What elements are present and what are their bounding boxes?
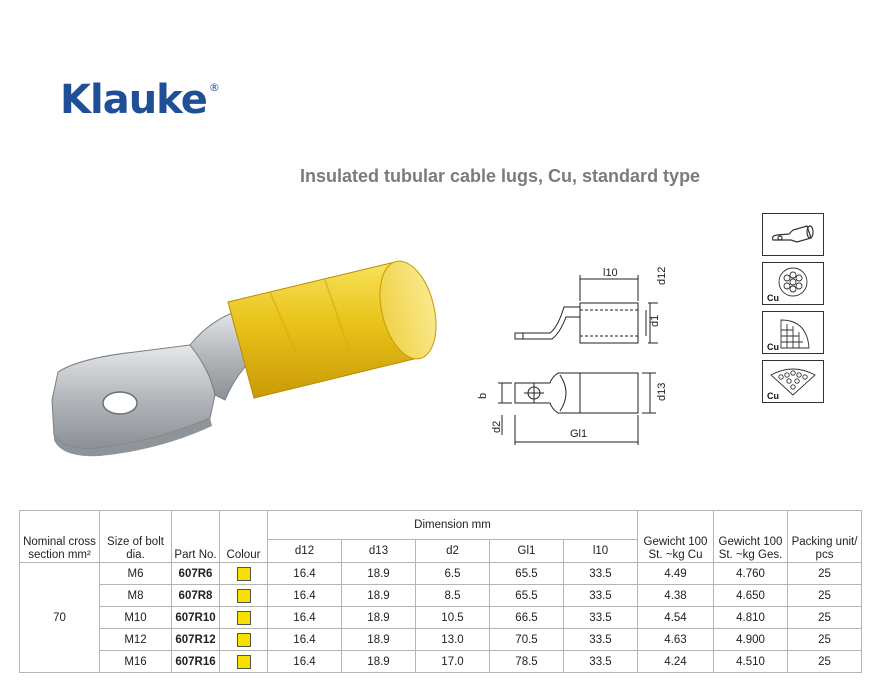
sector-conductor-icon (762, 311, 824, 354)
round-conductor-icon (762, 262, 824, 305)
packing-cell: 25 (788, 563, 862, 585)
weight-cu-cell: 4.63 (638, 629, 714, 651)
label-d1: d1 (649, 314, 661, 327)
colour-swatch (237, 633, 251, 647)
header-part: Part No. (172, 511, 220, 563)
part-number-cell: 607R8 (172, 585, 220, 607)
colour-cell (220, 607, 268, 629)
colour-cell (220, 651, 268, 673)
table-row (20, 651, 862, 673)
page-title: Insulated tubular cable lugs, Cu, standard type (300, 166, 701, 186)
weight-ges-cell: 4.760 (714, 563, 788, 585)
table-row (20, 585, 862, 607)
gl1-cell: 66.5 (490, 607, 564, 629)
header-gl1: Gl1 (490, 540, 564, 563)
product-photo (40, 240, 460, 475)
d13-cell: 18.9 (342, 651, 416, 673)
header-d13: d13 (342, 540, 416, 563)
d2-cell: 10.5 (416, 607, 490, 629)
gl1-cell: 65.5 (490, 585, 564, 607)
d13-cell: 18.9 (342, 607, 416, 629)
d2-cell: 17.0 (416, 651, 490, 673)
weight-ges-cell: 4.650 (714, 585, 788, 607)
icon-label-cu: Cu (767, 293, 779, 303)
d2-cell: 13.0 (416, 629, 490, 651)
pictogram-column (762, 213, 824, 409)
table-row (20, 607, 862, 629)
weight-ges-cell: 4.510 (714, 651, 788, 673)
gl1-cell: 65.5 (490, 563, 564, 585)
label-b: b (477, 392, 489, 399)
weight-cu-cell: 4.24 (638, 651, 714, 673)
gl1-cell: 78.5 (490, 651, 564, 673)
label-d2: d2 (491, 420, 503, 433)
l10-cell: 33.5 (564, 629, 638, 651)
l10-cell: 33.5 (564, 563, 638, 585)
bolt-cell: M6 (100, 563, 172, 585)
packing-cell: 25 (788, 651, 862, 673)
label-d12: d12 (656, 266, 668, 285)
klauke-logo (60, 77, 219, 123)
spec-table (19, 510, 862, 673)
weight-cu-cell: 4.54 (638, 607, 714, 629)
header-gewicht-ges: Gewicht 100 St. ~kg Ges. (714, 511, 788, 563)
packing-cell: 25 (788, 607, 862, 629)
label-gl1: Gl1 (570, 428, 588, 440)
header-colour: Colour (220, 511, 268, 563)
weight-cu-cell: 4.49 (638, 563, 714, 585)
packing-cell: 25 (788, 585, 862, 607)
bolt-cell: M12 (100, 629, 172, 651)
table-row (20, 563, 862, 585)
colour-cell (220, 585, 268, 607)
header-d2: d2 (416, 540, 490, 563)
header-packing: Packing unit/ pcs (788, 511, 862, 563)
d2-cell: 8.5 (416, 585, 490, 607)
icon-label-cu: Cu (767, 391, 779, 401)
label-l10: l10 (603, 267, 618, 279)
d12-cell: 16.4 (268, 607, 342, 629)
colour-cell (220, 629, 268, 651)
colour-swatch (237, 589, 251, 603)
label-d13: d13 (656, 382, 668, 401)
table-row (20, 629, 862, 651)
bolt-cell: M8 (100, 585, 172, 607)
sector-stranded-conductor-icon (762, 360, 824, 403)
logo-text: Klauke (60, 77, 207, 123)
part-number-cell: 607R16 (172, 651, 220, 673)
colour-swatch (237, 567, 251, 581)
weight-ges-cell: 4.810 (714, 607, 788, 629)
d13-cell: 18.9 (342, 563, 416, 585)
weight-cu-cell: 4.38 (638, 585, 714, 607)
d2-cell: 6.5 (416, 563, 490, 585)
part-number-cell: 607R12 (172, 629, 220, 651)
gl1-cell: 70.5 (490, 629, 564, 651)
d12-cell: 16.4 (268, 629, 342, 651)
l10-cell: 33.5 (564, 585, 638, 607)
part-number-cell: 607R6 (172, 563, 220, 585)
bolt-cell: M10 (100, 607, 172, 629)
colour-swatch (237, 655, 251, 669)
weight-ges-cell: 4.900 (714, 629, 788, 651)
side-view (515, 275, 658, 343)
part-number-cell: 607R10 (172, 607, 220, 629)
header-l10: l10 (564, 540, 638, 563)
icon-label-cu: Cu (767, 342, 779, 352)
header-bolt: Size of bolt dia. (100, 511, 172, 563)
l10-cell: 33.5 (564, 651, 638, 673)
d13-cell: 18.9 (342, 585, 416, 607)
d13-cell: 18.9 (342, 629, 416, 651)
registered-mark: ® (208, 81, 219, 94)
header-dimension: Dimension mm (268, 511, 638, 540)
header-nominal: Nominal cross section mm² (20, 511, 100, 563)
colour-cell (220, 563, 268, 585)
header-d12: d12 (268, 540, 342, 563)
d12-cell: 16.4 (268, 585, 342, 607)
technical-drawing (460, 265, 690, 460)
cable-lug-pictogram-icon (762, 213, 824, 256)
bolt-cell: M16 (100, 651, 172, 673)
packing-cell: 25 (788, 629, 862, 651)
l10-cell: 33.5 (564, 607, 638, 629)
cross-section-cell: 70 (20, 563, 100, 673)
d12-cell: 16.4 (268, 563, 342, 585)
colour-swatch (237, 611, 251, 625)
header-gewicht-cu: Gewicht 100 St. ~kg Cu (638, 511, 714, 563)
d12-cell: 16.4 (268, 651, 342, 673)
